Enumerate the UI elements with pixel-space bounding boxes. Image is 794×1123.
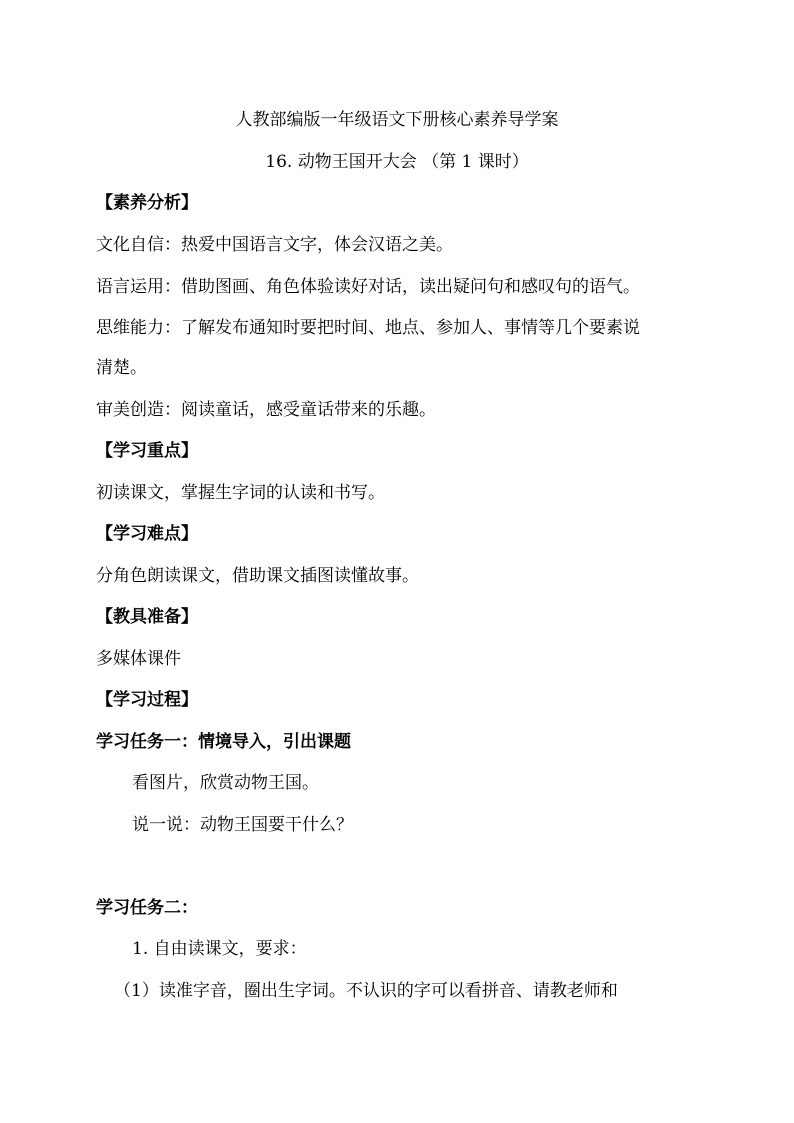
literacy-thinking-line1: 思维能力：了解发布通知时要把时间、地点、参加人、事情等几个要素说 xyxy=(96,318,640,338)
task1-step1: 看图片，欣赏动物王国。 xyxy=(132,773,319,793)
materials-heading: 【教具准备】 xyxy=(96,607,198,627)
literacy-thinking-line2: 清楚。 xyxy=(96,358,147,378)
task1-step2: 说一说：动物王国要干什么？ xyxy=(132,815,353,835)
task2-sub1: （1）读准字音，圈出生字词。不认识的字可以看拼音、请教老师和 xyxy=(114,981,618,1001)
task1-title: 学习任务一：情境导入，引出课题 xyxy=(96,732,351,752)
lesson-subtitle: 16. 动物王国开大会 （第 1 课时） xyxy=(265,152,529,172)
task2-title: 学习任务二： xyxy=(96,898,198,918)
document-title: 人教部编版一年级语文下册核心素养导学案 xyxy=(235,110,559,130)
literacy-culture: 文化自信：热爱中国语言文字，体会汉语之美。 xyxy=(96,235,453,255)
materials-text: 多媒体课件 xyxy=(96,649,181,669)
task2-item1: 1. 自由读课文，要求： xyxy=(132,939,307,959)
key-points-heading: 【学习重点】 xyxy=(96,441,198,461)
process-heading: 【学习过程】 xyxy=(96,690,198,710)
difficulties-heading: 【学习难点】 xyxy=(96,524,198,544)
literacy-aesthetic: 审美创造：阅读童话，感受童话带来的乐趣。 xyxy=(96,400,436,420)
literacy-language: 语言运用：借助图画、角色体验读好对话，读出疑问句和感叹句的语气。 xyxy=(96,277,640,297)
key-points-text: 初读课文，掌握生字词的认读和书写。 xyxy=(96,483,385,503)
difficulties-text: 分角色朗读课文，借助课文插图读懂故事。 xyxy=(96,566,419,586)
literacy-heading: 【素养分析】 xyxy=(96,193,198,213)
